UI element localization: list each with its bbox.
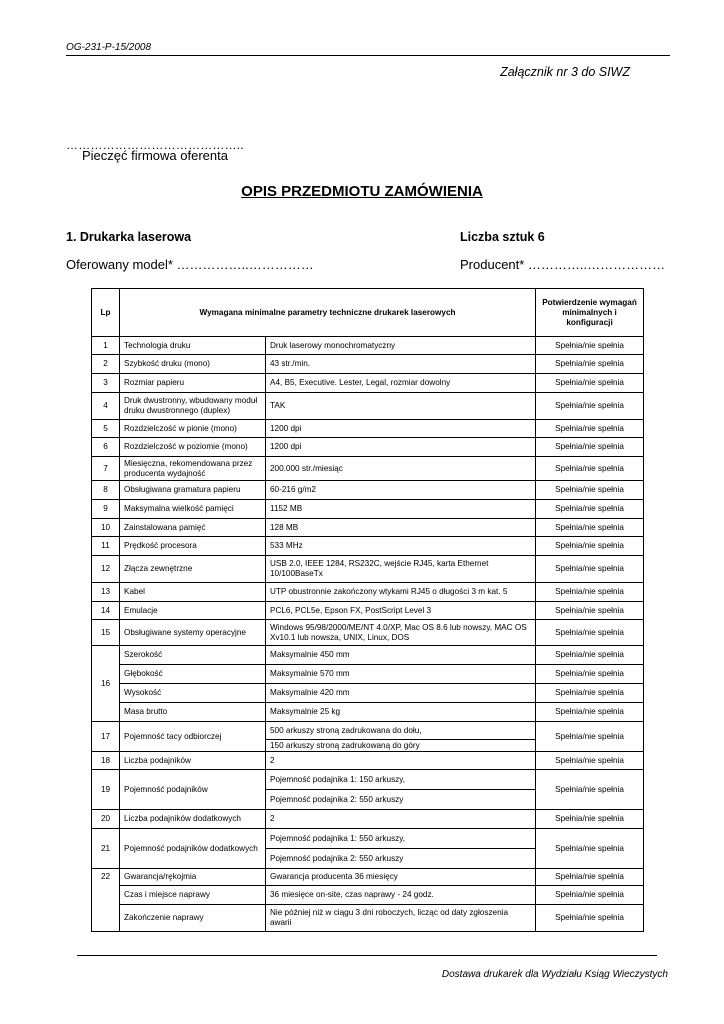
confirm-cell: Spełnia/nie spełnia	[536, 646, 644, 665]
table-row	[92, 703, 644, 722]
param-cell: Zainstalowana pamięć	[120, 519, 266, 537]
value-cell: 200.000 str./miesiąc	[266, 457, 536, 481]
confirm-cell: Spełnia/nie spełnia	[536, 665, 644, 684]
header-divider	[66, 55, 670, 56]
value-cell: 1200 dpi	[266, 420, 536, 438]
confirm-cell: Spełnia/nie spełnia	[536, 752, 644, 770]
section-title: 1. Drukarka laserowa	[66, 230, 192, 244]
table-row	[92, 665, 644, 684]
table-row	[92, 770, 644, 790]
value-cell: Maksymalnie 450 mm	[266, 646, 536, 665]
table-row	[92, 810, 644, 829]
confirm-cell: Spełnia/nie spełnia	[536, 602, 644, 620]
value-cell: 2	[266, 752, 536, 770]
value-cell: Maksymalnie 25 kg	[266, 703, 536, 722]
table-row	[92, 355, 644, 374]
table-row	[92, 829, 644, 849]
value-cell: Maksymalnie 420 mm	[266, 684, 536, 703]
param-cell: Szerokość	[120, 646, 266, 665]
param-cell: Emulacje	[120, 602, 266, 620]
lp-cell: 9	[92, 500, 120, 519]
table-row	[92, 420, 644, 438]
header-confirm: Potwierdzenie wymagań minimalnych i konfiguracji	[536, 289, 644, 337]
param-cell: Zakończenie naprawy	[120, 905, 266, 932]
lp-cell: 15	[92, 620, 120, 646]
param-cell: Czas i miejsce naprawy	[120, 886, 266, 905]
confirm-cell: Spełnia/nie spełnia	[536, 457, 644, 481]
table-row	[92, 620, 644, 646]
param-cell: Technologia druku	[120, 337, 266, 355]
confirm-cell: Spełnia/nie spełnia	[536, 500, 644, 519]
table-row	[92, 684, 644, 703]
table-row	[92, 583, 644, 602]
confirm-cell: Spełnia/nie spełnia	[536, 684, 644, 703]
value-cell: TAK	[266, 393, 536, 420]
value-cell: A4, B5, Executive. Lester, Legal, rozmiar dowolny	[266, 374, 536, 393]
value-cell: 60-216 g/m2	[266, 481, 536, 500]
table-row	[92, 602, 644, 620]
confirm-cell: Spełnia/nie spełnia	[536, 829, 644, 869]
lp-cell: 20	[92, 810, 120, 829]
lp-cell-empty	[92, 905, 120, 932]
value-cell: UTP obustronnie zakończony wtykami RJ45 o długości 3 m kat. 5	[266, 583, 536, 602]
value-cell: Pojemność podajnika 2: 550 arkuszy	[266, 849, 536, 869]
lp-cell: 6	[92, 438, 120, 457]
value-cell: Pojemność podajnika 1: 150 arkuszy,	[266, 770, 536, 790]
confirm-cell: Spełnia/nie spełnia	[536, 355, 644, 374]
confirm-cell: Spełnia/nie spełnia	[536, 703, 644, 722]
page-title: OPIS PRZEDMIOTU ZAMÓWIENIA	[241, 183, 483, 200]
header-params: Wymagana minimalne parametry techniczne drukarek laserowych	[120, 289, 536, 337]
value-cell: 533 MHz	[266, 537, 536, 556]
value-cell: 43 str./min.	[266, 355, 536, 374]
param-cell: Prędkość procesora	[120, 537, 266, 556]
param-cell: Druk dwustronny, wbudowany moduł druku dwustronnego (duplex)	[120, 393, 266, 420]
table-header-row	[92, 289, 644, 337]
lp-cell: 3	[92, 374, 120, 393]
confirm-cell: Spełnia/nie spełnia	[536, 393, 644, 420]
confirm-cell: Spełnia/nie spełnia	[536, 905, 644, 932]
confirm-cell: Spełnia/nie spełnia	[536, 770, 644, 810]
table-row	[92, 393, 644, 420]
confirm-cell: Spełnia/nie spełnia	[536, 537, 644, 556]
param-cell: Liczba podajników	[120, 752, 266, 770]
stamp-label: Pieczęć firmowa oferenta	[82, 148, 228, 163]
lp-cell: 10	[92, 519, 120, 537]
value-cell: Nie później niż w ciągu 3 dni roboczych, licząc od daty zgłoszenia awarii	[266, 905, 536, 932]
table-row	[92, 337, 644, 355]
confirm-cell: Spełnia/nie spełnia	[536, 420, 644, 438]
table-row	[92, 556, 644, 583]
lp-cell: 21	[92, 829, 120, 869]
confirm-cell: Spełnia/nie spełnia	[536, 869, 644, 886]
lp-cell: 18	[92, 752, 120, 770]
confirm-cell: Spełnia/nie spełnia	[536, 722, 644, 752]
table-row	[92, 537, 644, 556]
param-cell: Masa brutto	[120, 703, 266, 722]
header-lp: Lp	[92, 289, 120, 337]
lp-cell: 13	[92, 583, 120, 602]
value-cell: 128 MB	[266, 519, 536, 537]
stamp-dotted-line: ……………………………………..	[66, 138, 244, 152]
param-cell: Gwarancja/rękojmia	[120, 869, 266, 886]
value-cell: USB 2.0, IEEE 1284, RS232C, wejście RJ45, karta Ethernet 10/100BaseTx	[266, 556, 536, 583]
table-row	[92, 374, 644, 393]
confirm-cell: Spełnia/nie spełnia	[536, 337, 644, 355]
lp-cell: 7	[92, 457, 120, 481]
table-row	[92, 500, 644, 519]
param-cell: Miesięczna, rekomendowana przez producenta wydajność	[120, 457, 266, 481]
confirm-cell: Spełnia/nie spełnia	[536, 886, 644, 905]
value-cell: Maksymalnie 570 mm	[266, 665, 536, 684]
confirm-cell: Spełnia/nie spełnia	[536, 620, 644, 646]
table-row	[92, 752, 644, 770]
param-cell: Pojemność tacy odbiorczej	[120, 722, 266, 752]
confirm-cell: Spełnia/nie spełnia	[536, 556, 644, 583]
lp-cell: 2	[92, 355, 120, 374]
value-cell: 1152 MB	[266, 500, 536, 519]
value-cell: 500 arkuszy stroną zadrukowana do dołu,	[266, 722, 536, 740]
lp-cell: 22	[92, 869, 120, 886]
confirm-cell: Spełnia/nie spełnia	[536, 519, 644, 537]
table-row	[92, 457, 644, 481]
value-cell: Pojemność podajnika 2: 550 arkuszy	[266, 790, 536, 810]
param-cell: Rozmiar papieru	[120, 374, 266, 393]
table-row	[92, 869, 644, 886]
table-row	[92, 886, 644, 905]
lp-cell: 16	[92, 646, 120, 722]
lp-cell: 1	[92, 337, 120, 355]
lp-cell: 5	[92, 420, 120, 438]
value-cell: Windows 95/98/2000/ME/NT 4.0/XP, Mac OS 8.6 lub nowszy, MAC OS Xv10.1 lub nowsza, UNIX, Linux, DOS	[266, 620, 536, 646]
producer-field: Producent* …………..………………	[460, 257, 666, 272]
footer-divider	[77, 955, 657, 956]
confirm-cell: Spełnia/nie spełnia	[536, 481, 644, 500]
param-cell: Rozdzielczość w pionie (mono)	[120, 420, 266, 438]
document-reference: OG-231-P-15/2008	[66, 42, 152, 53]
confirm-cell: Spełnia/nie spełnia	[536, 810, 644, 829]
value-cell: Druk laserowy monochromatyczny	[266, 337, 536, 355]
param-cell: Wysokość	[120, 684, 266, 703]
lp-cell: 12	[92, 556, 120, 583]
table-row	[92, 519, 644, 537]
param-cell: Obsługiwane systemy operacyjne	[120, 620, 266, 646]
lp-cell: 8	[92, 481, 120, 500]
annex-label: Załącznik nr 3 do SIWZ	[500, 65, 630, 79]
table-row	[92, 722, 644, 740]
quantity-label: Liczba sztuk 6	[460, 230, 545, 244]
table-row	[92, 905, 644, 932]
param-cell: Obsługiwana gramatura papieru	[120, 481, 266, 500]
param-cell: Pojemność podajników dodatkowych	[120, 829, 266, 869]
value-cell: 2	[266, 810, 536, 829]
param-cell: Kabel	[120, 583, 266, 602]
value-cell: Gwarancja producenta 36 miesięcy	[266, 869, 536, 886]
value-cell: 1200 dpi	[266, 438, 536, 457]
lp-cell: 11	[92, 537, 120, 556]
param-cell: Liczba podajników dodatkowych	[120, 810, 266, 829]
offered-model-field: Oferowany model* ……………..……………	[66, 257, 314, 272]
param-cell: Rozdzielczość w poziomie (mono)	[120, 438, 266, 457]
confirm-cell: Spełnia/nie spełnia	[536, 583, 644, 602]
param-cell: Złącza zewnętrzne	[120, 556, 266, 583]
confirm-cell: Spełnia/nie spełnia	[536, 438, 644, 457]
confirm-cell: Spełnia/nie spełnia	[536, 374, 644, 393]
value-cell: Pojemność podajnika 1: 550 arkuszy,	[266, 829, 536, 849]
footer-text: Dostawa drukarek dla Wydziału Ksiąg Wieczystych	[441, 969, 668, 980]
table-row	[92, 438, 644, 457]
param-cell: Szybkość druku (mono)	[120, 355, 266, 374]
spec-table	[91, 288, 644, 932]
param-cell: Maksymalna wielkość pamięci	[120, 500, 266, 519]
lp-cell: 14	[92, 602, 120, 620]
param-cell: Pojemność podajników	[120, 770, 266, 810]
lp-cell: 4	[92, 393, 120, 420]
table-row	[92, 481, 644, 500]
value-cell: 150 arkuszy stroną zadrukowaną do góry	[266, 740, 536, 752]
lp-cell: 19	[92, 770, 120, 810]
lp-cell: 17	[92, 722, 120, 752]
value-cell: 36 miesięce on-site, czas naprawy - 24 godz.	[266, 886, 536, 905]
lp-cell-empty	[92, 886, 120, 905]
table-row	[92, 646, 644, 665]
value-cell: PCL6, PCL5e, Epson FX, PostScript Level 3	[266, 602, 536, 620]
param-cell: Głębokość	[120, 665, 266, 684]
